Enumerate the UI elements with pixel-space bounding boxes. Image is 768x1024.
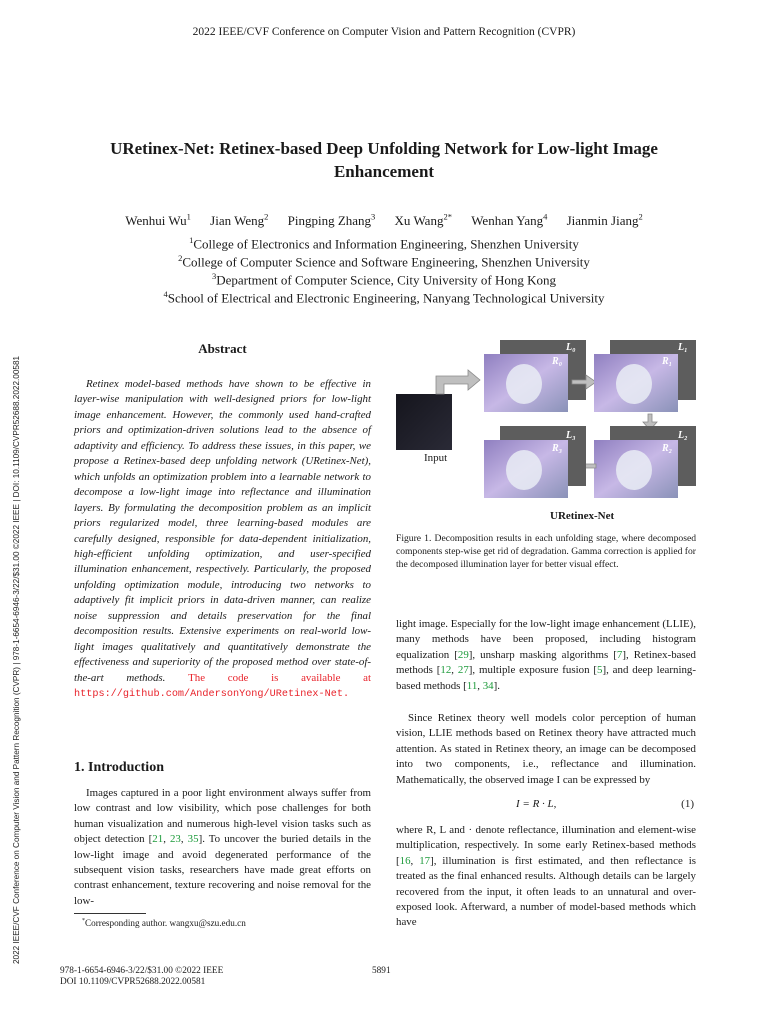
citation-link[interactable]: 7 [616,648,623,661]
citation-link[interactable]: 17 [419,854,431,867]
figure-caption: Figure 1. Decomposition results in each unfolding stage, where decomposed components step-wise get rid of degradation. Gamma correction is applied for the decomposed illumination layer for better visual effect. [396,533,696,571]
footnote-divider [74,913,146,914]
figure-1 [396,338,698,528]
affiliation: $^4$School of Electrical and Electronic Engineering, Nanyang Technological University [163,289,605,306]
label-L3: L₃ [566,430,576,441]
citation-link[interactable]: 34 [482,679,494,692]
code-link[interactable]: https://github.com/AndersonYong/URetinex-Net. [74,689,350,701]
label-L0: L₀ [566,342,576,353]
label-R3: R₃ [552,443,563,454]
label-R2: R₂ [662,443,673,454]
label-L1: L₁ [678,342,688,353]
citation-link[interactable]: 21 [152,833,164,846]
input-label: Input [424,452,448,464]
abstract-body: Retinex model-based methods have shown to be effective in layer-wise manipulation with well-designed priors for low-light image enhancement. However, the commonly used hand-crafted priors and optimization-driven solutions lead to the absence of adaptivity and efficiency. To address these issues, in this paper, we propose a Retinex-based deep unfolding network (URetinex-Net), which unfolds an optimization problem into a learnable network to decompose a low-light image into reflectance and illumination layers. By formulating the decomposition problem as an implicit priors regularized model, three learning-based modules are carefully designed, responsible for data-dependent initialization, high-efficient unfolding optimization, and user-specified illumination enhancement, respectively. Particularly, the proposed unfolding optimization module, introducing two networks to adaptively fit implicit priors in data-driven manner, can realize noise suppression and details preservation for the final decomposition results. Extensive experiments on real-world low-light images qualitatively and quantitatively demonstrate the effectiveness and superiority of the proposed method over state-of-the-art methods. The code is available at https://github.com/AndersonYong/URetinex-Net. [74,378,371,701]
citation-link[interactable]: 12 [440,664,452,677]
figure-1-diagram [396,338,698,528]
author: Jianmin Jiang$^2$ [566,212,643,229]
paper-title: URetinex-Net: Retinex-based Deep Unfolding Network for Low-light Image Enhancement [110,139,658,181]
citation-link[interactable]: 5 [597,664,603,677]
paragraph: Since Retinex theory well models color perception of human vision, LLIE methods based on Retinex theory have attracted much attention. As stated in Retinex theory, an image can be decomposed into two components, i.e., reflectance and illumination. Mathematically, the observed image I can be expressed by [396,712,696,786]
affiliation: $^2$College of Computer Science and Software Engineering, Shenzhen University [178,253,590,270]
citation-link[interactable]: 35 [187,833,199,846]
affiliation: $^1$College of Electronics and Information Engineering, Shenzhen University [189,235,579,252]
paragraph: where R, L and · denote reflectance, illumination and element-wise multiplication, respectively. In some early Retinex-based methods [16, 17], illumination is first estimated, and then reflectance is treated as the final enhanced results. Although details can be largely recovered from the input, it often leads to an unnatural and over-exposed look. Afterward, a number of model-based methods which have [396,824,696,929]
label-R0: R₀ [552,356,563,367]
citation-link[interactable]: 29 [457,648,469,661]
label-L2: L₂ [678,430,688,441]
author: Pingping Zhang$^3$ [287,212,376,229]
citation-link[interactable]: 27 [457,664,469,677]
input-image [396,394,452,450]
author: Wenhan Yang$^4$ [471,212,548,229]
citation-link[interactable]: 11 [466,679,478,692]
footnote: *Corresponding author. wangxu@szu.edu.cn [82,918,246,929]
citation-link[interactable]: 23 [169,833,181,846]
copyright-block: 978-1-6654-6946-3/22/$31.00 ©2022 IEEE DOI 10.1109/CVPR52688.2022.00581 [60,966,224,987]
label-R1: R₁ [662,356,673,367]
author-list [0,212,768,229]
paragraph: light image. Especially for the low-light image enhancement (LLIE), many methods have been proposed, including histogram equalization [29], unsharp masking algorithms [7], Retinex-based methods [12, 27], multiple exposure fusion [5], and deep learning-based methods [11, 34]. [396,618,696,692]
affiliation: $^3$Department of Computer Science, City University of Hong Kong [212,271,556,288]
equation-body: I = R · L, [516,798,557,810]
citation-link[interactable]: 16 [399,854,411,867]
author: Xu Wang$^{2*}$ [394,212,452,229]
author: Jian Weng$^2$ [210,212,269,229]
author: Wenhui Wu$^1$ [125,212,191,229]
page-number: 5891 [372,966,391,976]
section-heading-introduction: 1. Introduction [74,760,164,775]
introduction-paragraph: Images captured in a poor light environment always suffer from low contrast and low visibility, which pose challenges for both human visualization and numerous high-level vision tasks such as object detection [21, 23, 35]. To uncover the buried details in the low-light image and avoid degenerated performance of the subsequent vision tasks, researchers have made great efforts on contrast enhancement, texture recovering and noise removal for the low- [74,787,371,907]
abstract-heading: Abstract [198,341,247,356]
network-label: URetinex-Net [550,510,615,522]
equation-number: (1) [681,798,694,810]
arrow-icon [436,370,480,394]
code-availability: The code is available at [188,671,371,684]
side-margin-text: 2022 IEEE/CVF Conference on Computer Vision and Pattern Recognition (CVPR) | 978-1-6654-6946-3/22/$31.00 ©2022 IEEE | DOI: 10.1109/CVPR52688.2022.00581 [12,355,21,964]
conference-header: 2022 IEEE/CVF Conference on Computer Vision and Pattern Recognition (CVPR) [192,26,576,38]
